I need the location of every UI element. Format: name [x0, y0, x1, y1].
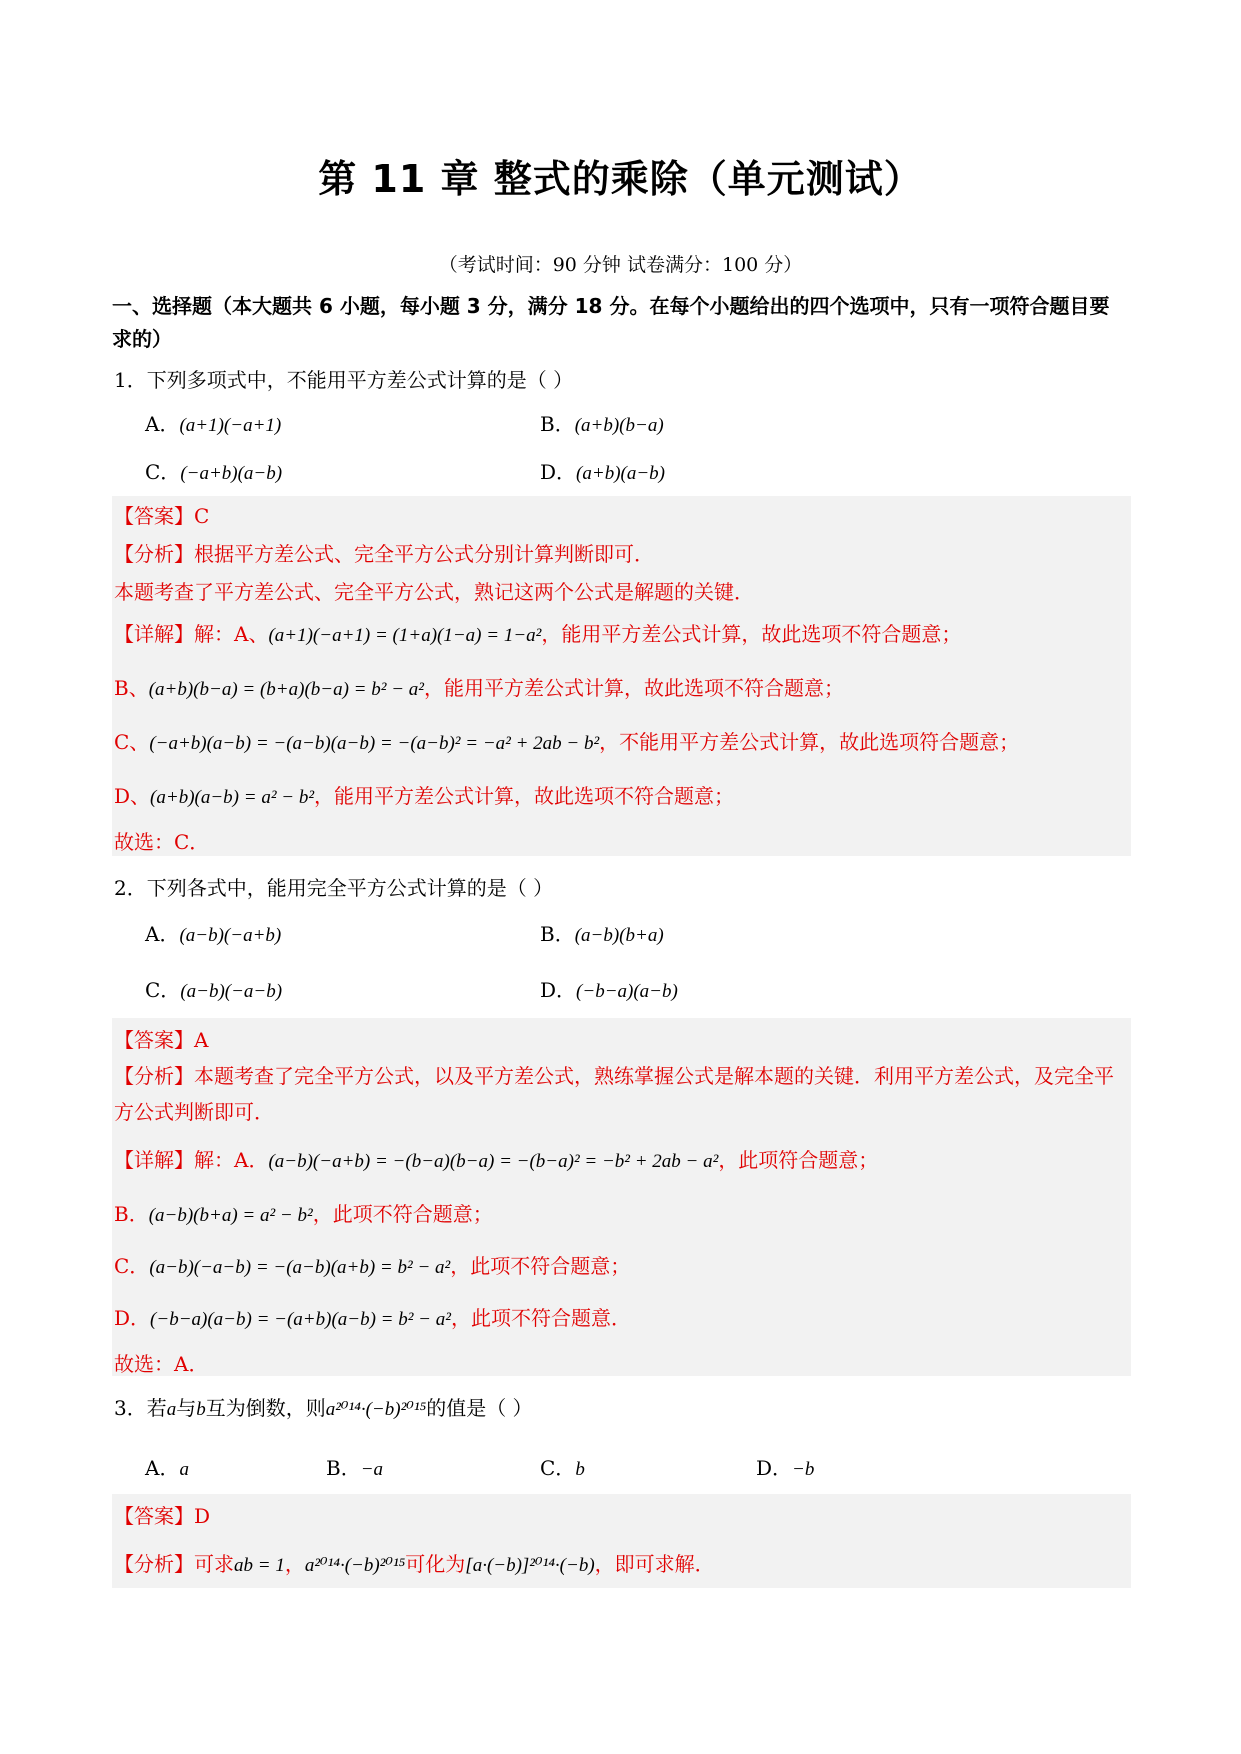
q1-option-d: D．(a+b)(a−b) [540, 460, 665, 484]
q1-detail-c: C、(−a+b)(a−b) = −(a−b)(a−b) = −(a−b)² = −a² + 2ab − b²，不能用平方差公式计算，故此选项符合题意； [114, 730, 1020, 754]
q1-option-c: C．(−a+b)(a−b) [145, 460, 283, 484]
q3-answer-block [112, 1494, 1131, 1588]
q2-option-b: B．(a−b)(b+a) [540, 922, 664, 946]
q3-analysis: 【分析】可求ab = 1，a²⁰¹⁴·(−b)²⁰¹⁵可化为[a·(−b)]²⁰¹⁴·(−b)，即可求解． [114, 1552, 715, 1576]
question-1-stem: 1．下列多项式中，不能用平方差公式计算的是（ ） [114, 368, 574, 392]
q1-answer-block [112, 496, 1131, 856]
q2-answer: 【答案】A [114, 1028, 209, 1052]
q3-answer: 【答案】D [114, 1504, 211, 1528]
q1-note: 本题考查了平方差公式、完全平方公式，熟记这两个公式是解题的关键． [114, 580, 754, 604]
q1-option-a: A．(a+1)(−a+1) [145, 412, 282, 436]
q1-answer: 【答案】C [114, 504, 210, 528]
q2-detail-b: B．(a−b)(b+a) = a² − b²，此项不符合题意； [114, 1202, 493, 1226]
exam-info: （考试时间：90 分钟 试卷满分：100 分） [438, 254, 803, 276]
q1-analysis: 【分析】根据平方差公式、完全平方公式分别计算判断即可． [114, 542, 654, 566]
q2-analysis: 【分析】本题考查了完全平方公式，以及平方差公式，熟练掌握公式是解本题的关键．利用平方差公式，及完全平方公式判断即可． [114, 1064, 1114, 1124]
section-heading: 一、选择题（本大题共 6 小题，每小题 3 分，满分 18 分。在每个小题给出的四个选项中，只有一项符合题目要求的） [112, 294, 1110, 351]
q3-option-a: A．a [145, 1456, 189, 1480]
q2-detail-c: C．(a−b)(−a−b) = −(a−b)(a+b) = b² − a²，此项不符合题意； [114, 1254, 631, 1278]
q2-option-a: A．(a−b)(−a+b) [145, 922, 282, 946]
q3-option-b: B．−a [326, 1456, 384, 1480]
page-title: 第 11 章 整式的乘除（单元测试） [318, 157, 923, 201]
q2-conclusion: 故选：A． [114, 1352, 209, 1376]
q2-option-d: D．(−b−a)(a−b) [540, 978, 678, 1002]
q1-detail-d: D、(a+b)(a−b) = a² − b²，能用平方差公式计算，故此选项不符合题意； [114, 784, 735, 808]
question-2-stem: 2．下列各式中，能用完全平方公式计算的是（ ） [114, 876, 554, 900]
q2-answer-block [112, 1018, 1131, 1376]
q1-conclusion: 故选：C． [114, 830, 210, 854]
q1-detail-b: B、(a+b)(b−a) = (b+a)(b−a) = b² − a²，能用平方差公式计算，故此选项不符合题意； [114, 676, 844, 700]
q1-option-b: B．(a+b)(b−a) [540, 412, 664, 436]
q2-option-c: C．(a−b)(−a−b) [145, 978, 283, 1002]
q1-detail-a: 【详解】解：A、(a+1)(−a+1) = (1+a)(1−a) = 1−a²，能用平方差公式计算，故此选项不符合题意； [114, 622, 962, 646]
q2-detail-a: 【详解】解：A．(a−b)(−a+b) = −(b−a)(b−a) = −(b−a)² = −b² + 2ab − a²，此项符合题意； [114, 1148, 879, 1172]
q3-option-d: D．−b [756, 1456, 815, 1480]
question-3-stem: 3．若a与b互为倒数，则a²⁰¹⁴·(−b)²⁰¹⁵的值是（ ） [114, 1396, 533, 1420]
q2-detail-d: D．(−b−a)(a−b) = −(a+b)(a−b) = b² − a²，此项不符合题意． [114, 1306, 631, 1330]
q3-option-c: C．b [540, 1456, 585, 1480]
